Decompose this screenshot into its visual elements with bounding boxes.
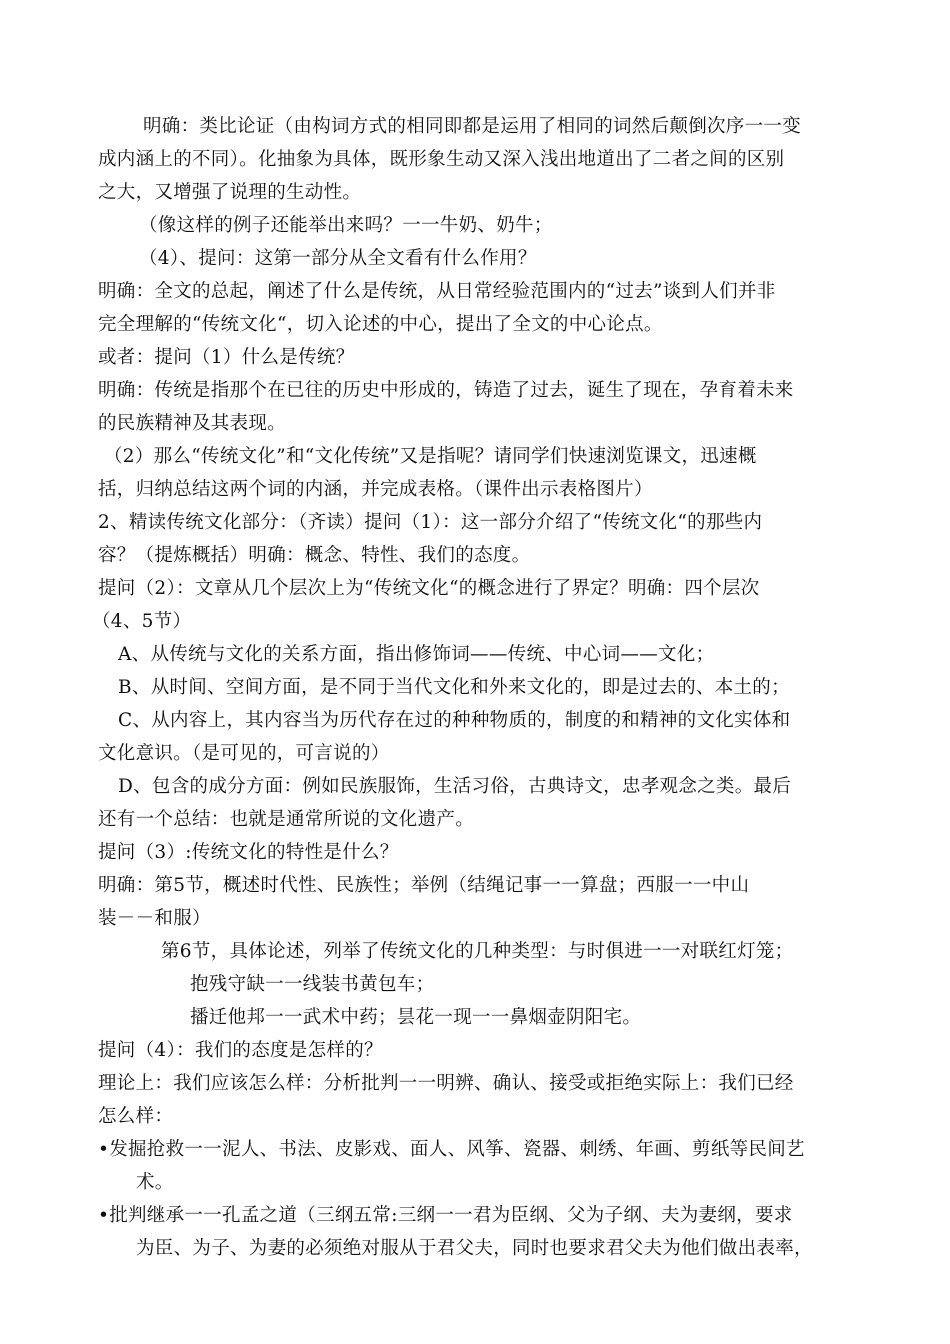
text-line: 明确：全文的总起，阐述了什么是传统，从日常经验范围内的“过去”谈到人们并非 bbox=[98, 281, 776, 302]
text-line: 2、精读传统文化部分：（齐读）提问（1）：这一部分介绍了“传统文化“的那些内 bbox=[98, 512, 763, 533]
text-line: 明确：第5节，概述时代性、民族性；举例（结绳记事一一算盘；西服一一中山 bbox=[98, 875, 750, 896]
text-line: （2）那么“传统文化”和“文化传统”又是指呢？请同学们快速浏览课文，迅速概 bbox=[104, 446, 757, 467]
text-line: 抱残守缺一一线装书黄包车； bbox=[190, 974, 435, 995]
text-line: 提问（4）：我们的态度是怎样的？ bbox=[98, 1040, 383, 1061]
text-line: 术。 bbox=[136, 1172, 174, 1193]
text-line: 提问（3）:传统文化的特性是什么？ bbox=[98, 842, 399, 863]
text-line: （4）、提问：这第一部分从全文看有什么作用？ bbox=[139, 248, 537, 269]
text-line: 的民族精神及其表现。 bbox=[98, 413, 287, 434]
text-line: 第6节，具体论述，列举了传统文化的几种类型：与时俱进一一对联红灯笼； bbox=[161, 941, 794, 962]
text-line: （4、5节） bbox=[92, 611, 192, 632]
bullet-line: •批判继承一一孔孟之道（三纲五常:三纲一一君为臣纲、父为子纲、夫为妻纲，要求 bbox=[98, 1205, 793, 1226]
text-line: 之大，又增强了说理的生动性。 bbox=[98, 182, 362, 203]
text-line: 或者：提问（1）什么是传统？ bbox=[98, 347, 355, 368]
text-line: 怎么样： bbox=[98, 1106, 174, 1127]
text-line: 装－－和服） bbox=[98, 908, 211, 929]
text-line: A、从传统与文化的关系方面，指出修饰词——传统、中心词——文化； bbox=[118, 644, 715, 665]
text-line: 明确：传统是指那个在已往的历史中形成的，铸造了过去，诞生了现在，孕育着未来 bbox=[98, 380, 794, 401]
text-line: C、从内容上，其内容当为历代存在过的种种物质的，制度的和精神的文化实体和 bbox=[118, 710, 791, 731]
text-line: 明确：类比论证（由构词方式的相同即都是运用了相同的词然后颠倒次序一一变 bbox=[143, 116, 802, 137]
text-line: 播迁他邦一一武术中药；昙花一现一一鼻烟壶阴阳宅。 bbox=[190, 1007, 642, 1028]
text-line: 括，归纳总结这两个词的内涵，并完成表格。（课件出示表格图片） bbox=[98, 479, 653, 500]
text-line: B、从时间、空间方面，是不同于当代文化和外来文化的，即是过去的、本土的； bbox=[118, 677, 790, 698]
text-line: （像这样的例子还能举出来吗？一一牛奶、奶牛； bbox=[139, 215, 553, 236]
text-line: 成内涵上的不同）。化抽象为具体，既形象生动又深入浅出地道出了二者之间的区别 bbox=[98, 149, 785, 170]
text-line: 还有一个总结：也就是通常所说的文化遗产。 bbox=[98, 809, 475, 830]
text-line: 文化意识。（是可见的，可言说的） bbox=[98, 743, 390, 764]
text-line: 理论上：我们应该怎么样：分析批判一一明辨、确认、接受或拒绝实际上：我们已经 bbox=[98, 1073, 794, 1094]
text-line: 为臣、为子、为妻的必须绝对服从于君父夫，同时也要求君父夫为他们做出表率， bbox=[136, 1238, 813, 1259]
text-line: 完全理解的“传统文化“，切入论述的中心，提出了全文的中心论点。 bbox=[98, 314, 663, 335]
bullet-line: •发掘抢救一一泥人、书法、皮影戏、面人、风筝、瓷器、刺绣、年画、剪纸等民间艺 bbox=[98, 1139, 805, 1160]
text-line: 提问（2）：文章从几个层次上为“传统文化“的概念进行了界定？明确：四个层次 bbox=[98, 578, 760, 599]
text-line: D、包含的成分方面：例如民族服饰，生活习俗，古典诗文，忠孝观念之类。最后 bbox=[118, 776, 792, 797]
text-line: 容？（提炼概括）明确：概念、特性、我们的态度。 bbox=[98, 545, 531, 566]
